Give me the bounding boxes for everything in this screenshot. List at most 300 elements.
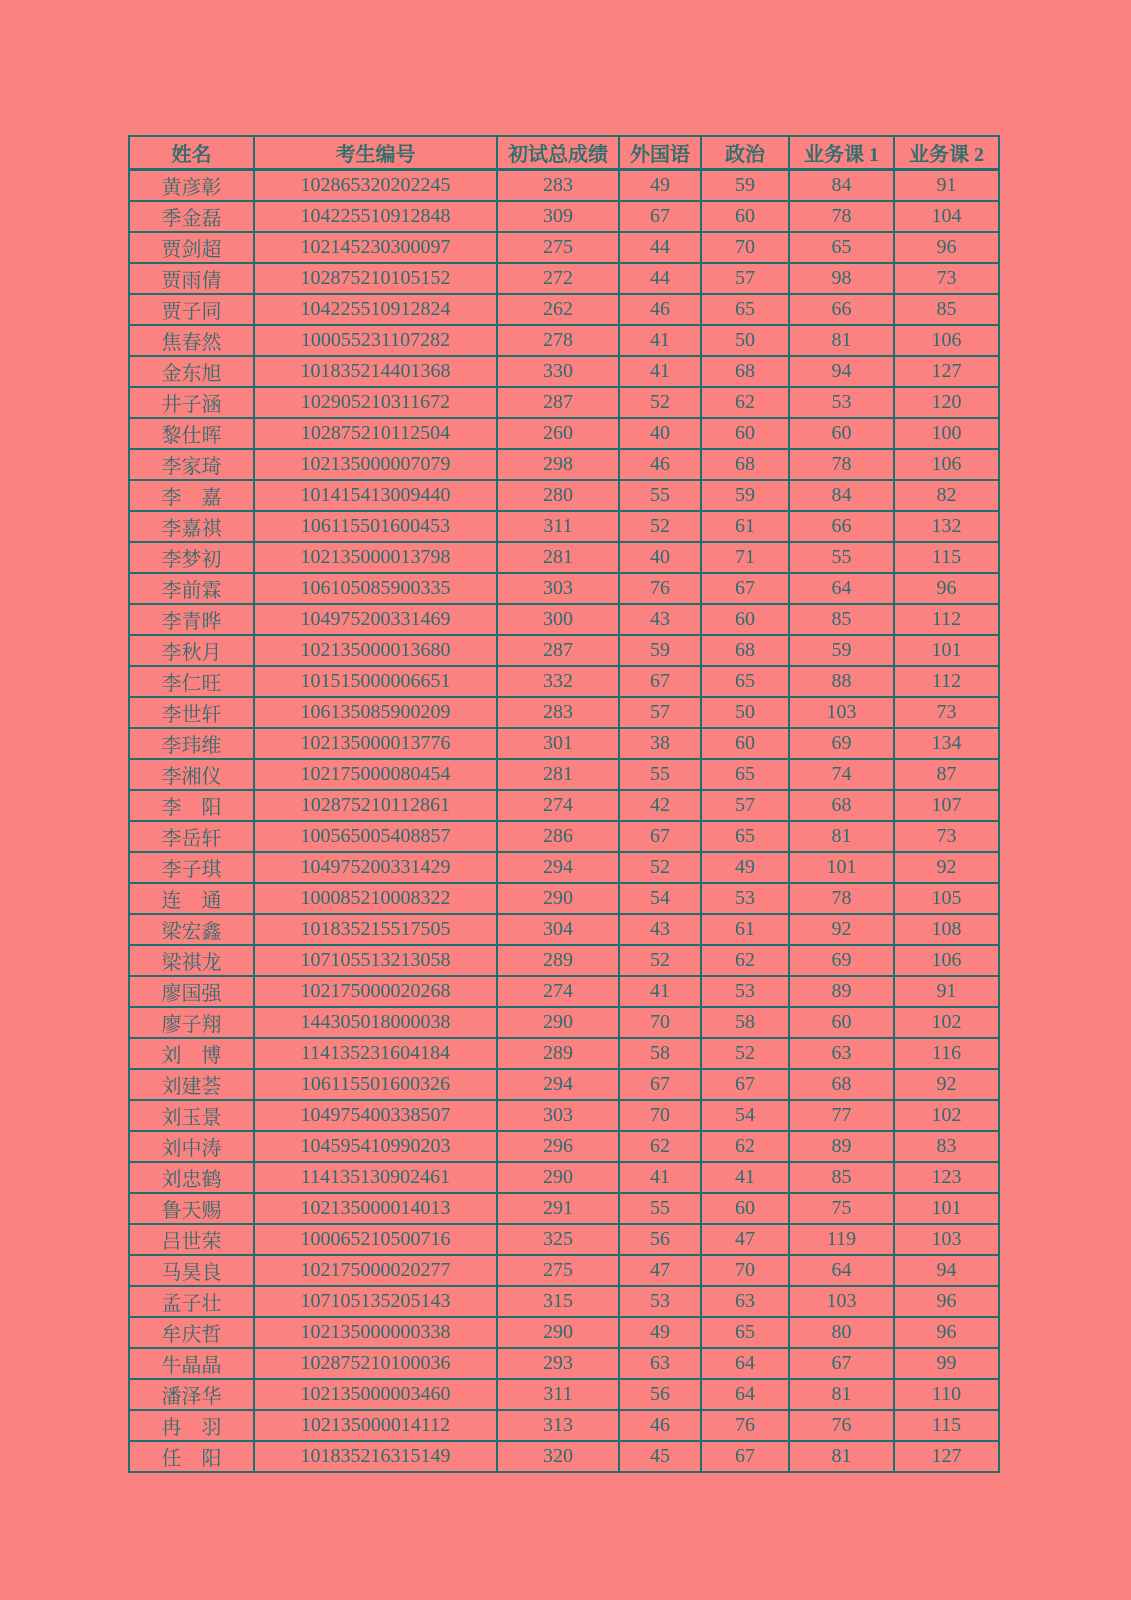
cell-foreign-language: 55 xyxy=(619,759,701,790)
cell-name: 李嘉祺 xyxy=(129,511,254,542)
table-row xyxy=(129,1410,999,1441)
cell-total-score: 274 xyxy=(497,976,619,1007)
cell-course2: 115 xyxy=(894,1410,999,1441)
cell-foreign-language: 41 xyxy=(619,1162,701,1193)
cell-course2: 91 xyxy=(894,976,999,1007)
cell-course1: 69 xyxy=(789,945,894,976)
cell-total-score: 289 xyxy=(497,945,619,976)
cell-course2: 110 xyxy=(894,1379,999,1410)
cell-politics: 60 xyxy=(701,1193,789,1224)
cell-foreign-language: 44 xyxy=(619,263,701,294)
cell-name: 黎仕晖 xyxy=(129,418,254,449)
cell-name: 吕世荣 xyxy=(129,1224,254,1255)
cell-name: 李青晔 xyxy=(129,604,254,635)
column-header-candidate-id: 考生编号 xyxy=(254,136,497,170)
cell-candidate-id: 102875210112861 xyxy=(254,790,497,821)
table-row xyxy=(129,480,999,511)
cell-course2: 115 xyxy=(894,542,999,573)
cell-name: 廖子翔 xyxy=(129,1007,254,1038)
cell-course2: 112 xyxy=(894,666,999,697)
cell-candidate-id: 102865320202245 xyxy=(254,170,497,202)
cell-candidate-id: 102145230300097 xyxy=(254,232,497,263)
cell-name: 黄彦彰 xyxy=(129,170,254,202)
cell-foreign-language: 46 xyxy=(619,449,701,480)
cell-course1: 64 xyxy=(789,1255,894,1286)
table-row xyxy=(129,170,999,202)
column-header-politics: 政治 xyxy=(701,136,789,170)
cell-name: 潘泽华 xyxy=(129,1379,254,1410)
cell-candidate-id: 104975200331429 xyxy=(254,852,497,883)
table-row xyxy=(129,1193,999,1224)
cell-course2: 85 xyxy=(894,294,999,325)
cell-course1: 66 xyxy=(789,511,894,542)
cell-candidate-id: 102175000080454 xyxy=(254,759,497,790)
cell-total-score: 260 xyxy=(497,418,619,449)
table-row xyxy=(129,232,999,263)
cell-politics: 57 xyxy=(701,790,789,821)
cell-name: 井子涵 xyxy=(129,387,254,418)
cell-candidate-id: 104225510912848 xyxy=(254,201,497,232)
cell-foreign-language: 54 xyxy=(619,883,701,914)
cell-course1: 80 xyxy=(789,1317,894,1348)
cell-candidate-id: 104975200331469 xyxy=(254,604,497,635)
cell-foreign-language: 70 xyxy=(619,1100,701,1131)
cell-politics: 53 xyxy=(701,883,789,914)
cell-politics: 67 xyxy=(701,1069,789,1100)
cell-name: 李玮维 xyxy=(129,728,254,759)
cell-foreign-language: 49 xyxy=(619,170,701,202)
cell-politics: 54 xyxy=(701,1100,789,1131)
cell-politics: 65 xyxy=(701,294,789,325)
table-row xyxy=(129,1255,999,1286)
cell-candidate-id: 101835215517505 xyxy=(254,914,497,945)
cell-course2: 94 xyxy=(894,1255,999,1286)
cell-politics: 60 xyxy=(701,418,789,449)
cell-politics: 58 xyxy=(701,1007,789,1038)
cell-name: 贾子同 xyxy=(129,294,254,325)
cell-total-score: 283 xyxy=(497,170,619,202)
cell-total-score: 291 xyxy=(497,1193,619,1224)
cell-total-score: 296 xyxy=(497,1131,619,1162)
cell-name: 李家琦 xyxy=(129,449,254,480)
cell-foreign-language: 52 xyxy=(619,852,701,883)
cell-candidate-id: 102135000007079 xyxy=(254,449,497,480)
cell-total-score: 287 xyxy=(497,635,619,666)
cell-politics: 62 xyxy=(701,387,789,418)
cell-candidate-id: 102135000003460 xyxy=(254,1379,497,1410)
cell-course2: 116 xyxy=(894,1038,999,1069)
cell-politics: 64 xyxy=(701,1379,789,1410)
cell-candidate-id: 104225510912824 xyxy=(254,294,497,325)
table-row xyxy=(129,263,999,294)
cell-course1: 64 xyxy=(789,573,894,604)
table-row xyxy=(129,635,999,666)
table-row xyxy=(129,666,999,697)
cell-candidate-id: 107105513213058 xyxy=(254,945,497,976)
cell-candidate-id: 102875210105152 xyxy=(254,263,497,294)
cell-course1: 92 xyxy=(789,914,894,945)
cell-foreign-language: 63 xyxy=(619,1348,701,1379)
cell-candidate-id: 101515000006651 xyxy=(254,666,497,697)
cell-foreign-language: 43 xyxy=(619,914,701,945)
cell-course1: 103 xyxy=(789,697,894,728)
cell-course2: 123 xyxy=(894,1162,999,1193)
cell-course1: 65 xyxy=(789,232,894,263)
cell-foreign-language: 47 xyxy=(619,1255,701,1286)
table-row xyxy=(129,821,999,852)
cell-course1: 53 xyxy=(789,387,894,418)
cell-foreign-language: 56 xyxy=(619,1224,701,1255)
cell-name: 梁祺龙 xyxy=(129,945,254,976)
cell-name: 孟子壮 xyxy=(129,1286,254,1317)
cell-total-score: 287 xyxy=(497,387,619,418)
column-header-course2: 业务课 2 xyxy=(894,136,999,170)
header-row xyxy=(129,136,999,170)
cell-total-score: 330 xyxy=(497,356,619,387)
cell-politics: 53 xyxy=(701,976,789,1007)
cell-candidate-id: 102175000020268 xyxy=(254,976,497,1007)
table-row xyxy=(129,294,999,325)
cell-politics: 60 xyxy=(701,728,789,759)
table-row xyxy=(129,387,999,418)
cell-politics: 64 xyxy=(701,1348,789,1379)
cell-politics: 68 xyxy=(701,356,789,387)
cell-course1: 81 xyxy=(789,1379,894,1410)
cell-course1: 89 xyxy=(789,976,894,1007)
cell-course1: 98 xyxy=(789,263,894,294)
cell-course2: 106 xyxy=(894,325,999,356)
table-row xyxy=(129,697,999,728)
cell-total-score: 286 xyxy=(497,821,619,852)
cell-name: 贾剑超 xyxy=(129,232,254,263)
cell-name: 李秋月 xyxy=(129,635,254,666)
cell-name: 牟庆哲 xyxy=(129,1317,254,1348)
cell-foreign-language: 62 xyxy=(619,1131,701,1162)
cell-foreign-language: 44 xyxy=(619,232,701,263)
table-header xyxy=(129,136,999,170)
table-row xyxy=(129,573,999,604)
cell-total-score: 301 xyxy=(497,728,619,759)
table-row xyxy=(129,1348,999,1379)
cell-course2: 73 xyxy=(894,821,999,852)
cell-politics: 63 xyxy=(701,1286,789,1317)
column-header-name: 姓名 xyxy=(129,136,254,170)
table-row xyxy=(129,1286,999,1317)
cell-politics: 50 xyxy=(701,325,789,356)
table-row xyxy=(129,914,999,945)
cell-candidate-id: 107105135205143 xyxy=(254,1286,497,1317)
cell-politics: 52 xyxy=(701,1038,789,1069)
cell-total-score: 304 xyxy=(497,914,619,945)
cell-foreign-language: 40 xyxy=(619,542,701,573)
cell-name: 李世轩 xyxy=(129,697,254,728)
cell-course2: 106 xyxy=(894,449,999,480)
cell-name: 刘 博 xyxy=(129,1038,254,1069)
cell-politics: 59 xyxy=(701,170,789,202)
cell-total-score: 262 xyxy=(497,294,619,325)
cell-politics: 59 xyxy=(701,480,789,511)
cell-total-score: 303 xyxy=(497,573,619,604)
cell-course1: 101 xyxy=(789,852,894,883)
cell-foreign-language: 67 xyxy=(619,821,701,852)
cell-candidate-id: 106135085900209 xyxy=(254,697,497,728)
table-row xyxy=(129,1100,999,1131)
cell-name: 廖国强 xyxy=(129,976,254,1007)
cell-politics: 65 xyxy=(701,666,789,697)
cell-course2: 87 xyxy=(894,759,999,790)
cell-politics: 65 xyxy=(701,821,789,852)
cell-course1: 59 xyxy=(789,635,894,666)
cell-total-score: 294 xyxy=(497,852,619,883)
column-header-foreign-language: 外国语 xyxy=(619,136,701,170)
cell-foreign-language: 45 xyxy=(619,1441,701,1472)
cell-course2: 96 xyxy=(894,1286,999,1317)
table-row xyxy=(129,356,999,387)
cell-course1: 78 xyxy=(789,883,894,914)
cell-politics: 67 xyxy=(701,1441,789,1472)
cell-total-score: 272 xyxy=(497,263,619,294)
cell-total-score: 278 xyxy=(497,325,619,356)
cell-course1: 55 xyxy=(789,542,894,573)
cell-course1: 81 xyxy=(789,1441,894,1472)
cell-total-score: 300 xyxy=(497,604,619,635)
cell-total-score: 309 xyxy=(497,201,619,232)
cell-politics: 65 xyxy=(701,759,789,790)
cell-foreign-language: 49 xyxy=(619,1317,701,1348)
cell-course2: 105 xyxy=(894,883,999,914)
cell-total-score: 293 xyxy=(497,1348,619,1379)
cell-politics: 60 xyxy=(701,604,789,635)
cell-candidate-id: 101835214401368 xyxy=(254,356,497,387)
cell-name: 李 嘉 xyxy=(129,480,254,511)
cell-name: 金东旭 xyxy=(129,356,254,387)
table-row xyxy=(129,852,999,883)
cell-course1: 85 xyxy=(789,604,894,635)
table-row xyxy=(129,542,999,573)
cell-course2: 102 xyxy=(894,1100,999,1131)
cell-foreign-language: 70 xyxy=(619,1007,701,1038)
cell-course1: 103 xyxy=(789,1286,894,1317)
cell-course1: 89 xyxy=(789,1131,894,1162)
cell-name: 李 阳 xyxy=(129,790,254,821)
table-row xyxy=(129,759,999,790)
cell-candidate-id: 102135000013798 xyxy=(254,542,497,573)
cell-course1: 75 xyxy=(789,1193,894,1224)
cell-candidate-id: 102175000020277 xyxy=(254,1255,497,1286)
cell-politics: 68 xyxy=(701,449,789,480)
cell-candidate-id: 144305018000038 xyxy=(254,1007,497,1038)
cell-course2: 91 xyxy=(894,170,999,202)
cell-total-score: 313 xyxy=(497,1410,619,1441)
cell-name: 牛晶晶 xyxy=(129,1348,254,1379)
column-header-total-score: 初试总成绩 xyxy=(497,136,619,170)
cell-foreign-language: 67 xyxy=(619,666,701,697)
cell-candidate-id: 106105085900335 xyxy=(254,573,497,604)
cell-course2: 106 xyxy=(894,945,999,976)
cell-course1: 119 xyxy=(789,1224,894,1255)
cell-candidate-id: 102875210100036 xyxy=(254,1348,497,1379)
cell-candidate-id: 102905210311672 xyxy=(254,387,497,418)
cell-name: 梁宏鑫 xyxy=(129,914,254,945)
cell-course2: 112 xyxy=(894,604,999,635)
cell-foreign-language: 53 xyxy=(619,1286,701,1317)
cell-total-score: 294 xyxy=(497,1069,619,1100)
table-row xyxy=(129,1379,999,1410)
cell-candidate-id: 106115501600326 xyxy=(254,1069,497,1100)
cell-foreign-language: 46 xyxy=(619,294,701,325)
cell-foreign-language: 67 xyxy=(619,1069,701,1100)
cell-name: 冉 羽 xyxy=(129,1410,254,1441)
cell-course2: 108 xyxy=(894,914,999,945)
cell-candidate-id: 100065210500716 xyxy=(254,1224,497,1255)
table-row xyxy=(129,1162,999,1193)
table-row xyxy=(129,511,999,542)
cell-foreign-language: 43 xyxy=(619,604,701,635)
cell-name: 李湘仪 xyxy=(129,759,254,790)
cell-course1: 60 xyxy=(789,1007,894,1038)
cell-politics: 67 xyxy=(701,573,789,604)
cell-foreign-language: 55 xyxy=(619,1193,701,1224)
cell-course2: 83 xyxy=(894,1131,999,1162)
table-row xyxy=(129,1038,999,1069)
cell-course1: 84 xyxy=(789,170,894,202)
table-row xyxy=(129,945,999,976)
cell-course2: 99 xyxy=(894,1348,999,1379)
cell-name: 刘建荟 xyxy=(129,1069,254,1100)
table-row xyxy=(129,1069,999,1100)
table-row xyxy=(129,1441,999,1472)
cell-course2: 100 xyxy=(894,418,999,449)
table-row xyxy=(129,325,999,356)
cell-course2: 82 xyxy=(894,480,999,511)
cell-course2: 73 xyxy=(894,697,999,728)
cell-name: 刘忠鹤 xyxy=(129,1162,254,1193)
cell-politics: 47 xyxy=(701,1224,789,1255)
cell-course2: 103 xyxy=(894,1224,999,1255)
cell-total-score: 280 xyxy=(497,480,619,511)
cell-course1: 77 xyxy=(789,1100,894,1131)
cell-politics: 57 xyxy=(701,263,789,294)
cell-foreign-language: 40 xyxy=(619,418,701,449)
cell-course2: 96 xyxy=(894,232,999,263)
cell-candidate-id: 106115501600453 xyxy=(254,511,497,542)
cell-course1: 94 xyxy=(789,356,894,387)
cell-politics: 60 xyxy=(701,201,789,232)
cell-total-score: 275 xyxy=(497,1255,619,1286)
cell-course1: 81 xyxy=(789,821,894,852)
cell-total-score: 281 xyxy=(497,542,619,573)
table-row xyxy=(129,1224,999,1255)
cell-course2: 134 xyxy=(894,728,999,759)
cell-course1: 76 xyxy=(789,1410,894,1441)
cell-candidate-id: 114135231604184 xyxy=(254,1038,497,1069)
cell-course1: 85 xyxy=(789,1162,894,1193)
cell-course1: 81 xyxy=(789,325,894,356)
cell-name: 刘玉景 xyxy=(129,1100,254,1131)
cell-total-score: 281 xyxy=(497,759,619,790)
cell-total-score: 311 xyxy=(497,1379,619,1410)
cell-name: 贾雨倩 xyxy=(129,263,254,294)
cell-candidate-id: 102135000013776 xyxy=(254,728,497,759)
cell-candidate-id: 102135000014112 xyxy=(254,1410,497,1441)
cell-politics: 70 xyxy=(701,232,789,263)
cell-politics: 50 xyxy=(701,697,789,728)
cell-course2: 92 xyxy=(894,1069,999,1100)
cell-course2: 104 xyxy=(894,201,999,232)
cell-candidate-id: 100085210008322 xyxy=(254,883,497,914)
cell-candidate-id: 102875210112504 xyxy=(254,418,497,449)
cell-foreign-language: 42 xyxy=(619,790,701,821)
cell-foreign-language: 67 xyxy=(619,201,701,232)
cell-foreign-language: 52 xyxy=(619,945,701,976)
cell-foreign-language: 41 xyxy=(619,976,701,1007)
cell-course2: 101 xyxy=(894,1193,999,1224)
cell-candidate-id: 102135000000338 xyxy=(254,1317,497,1348)
cell-course1: 78 xyxy=(789,449,894,480)
cell-total-score: 274 xyxy=(497,790,619,821)
cell-course1: 60 xyxy=(789,418,894,449)
table-row xyxy=(129,604,999,635)
cell-course2: 127 xyxy=(894,1441,999,1472)
cell-course1: 67 xyxy=(789,1348,894,1379)
cell-course2: 102 xyxy=(894,1007,999,1038)
cell-total-score: 275 xyxy=(497,232,619,263)
cell-politics: 71 xyxy=(701,542,789,573)
cell-name: 任 阳 xyxy=(129,1441,254,1472)
cell-total-score: 303 xyxy=(497,1100,619,1131)
cell-candidate-id: 102135000014013 xyxy=(254,1193,497,1224)
cell-candidate-id: 100055231107282 xyxy=(254,325,497,356)
cell-foreign-language: 52 xyxy=(619,511,701,542)
column-header-course1: 业务课 1 xyxy=(789,136,894,170)
cell-foreign-language: 52 xyxy=(619,387,701,418)
table-row xyxy=(129,418,999,449)
cell-politics: 76 xyxy=(701,1410,789,1441)
cell-total-score: 290 xyxy=(497,883,619,914)
cell-course1: 63 xyxy=(789,1038,894,1069)
cell-total-score: 283 xyxy=(497,697,619,728)
cell-total-score: 332 xyxy=(497,666,619,697)
cell-politics: 49 xyxy=(701,852,789,883)
cell-candidate-id: 104595410990203 xyxy=(254,1131,497,1162)
cell-total-score: 298 xyxy=(497,449,619,480)
cell-foreign-language: 56 xyxy=(619,1379,701,1410)
cell-politics: 70 xyxy=(701,1255,789,1286)
cell-name: 连 通 xyxy=(129,883,254,914)
cell-politics: 62 xyxy=(701,1131,789,1162)
cell-foreign-language: 41 xyxy=(619,325,701,356)
cell-name: 李前霖 xyxy=(129,573,254,604)
cell-course1: 74 xyxy=(789,759,894,790)
cell-course2: 101 xyxy=(894,635,999,666)
cell-course2: 73 xyxy=(894,263,999,294)
cell-candidate-id: 114135130902461 xyxy=(254,1162,497,1193)
cell-course1: 68 xyxy=(789,790,894,821)
cell-course1: 69 xyxy=(789,728,894,759)
cell-course2: 96 xyxy=(894,1317,999,1348)
cell-candidate-id: 100565005408857 xyxy=(254,821,497,852)
cell-candidate-id: 101415413009440 xyxy=(254,480,497,511)
table-row xyxy=(129,1317,999,1348)
cell-name: 李岳轩 xyxy=(129,821,254,852)
cell-politics: 65 xyxy=(701,1317,789,1348)
cell-foreign-language: 76 xyxy=(619,573,701,604)
cell-foreign-language: 57 xyxy=(619,697,701,728)
cell-name: 季金磊 xyxy=(129,201,254,232)
cell-foreign-language: 38 xyxy=(619,728,701,759)
cell-total-score: 290 xyxy=(497,1317,619,1348)
cell-name: 李仁旺 xyxy=(129,666,254,697)
